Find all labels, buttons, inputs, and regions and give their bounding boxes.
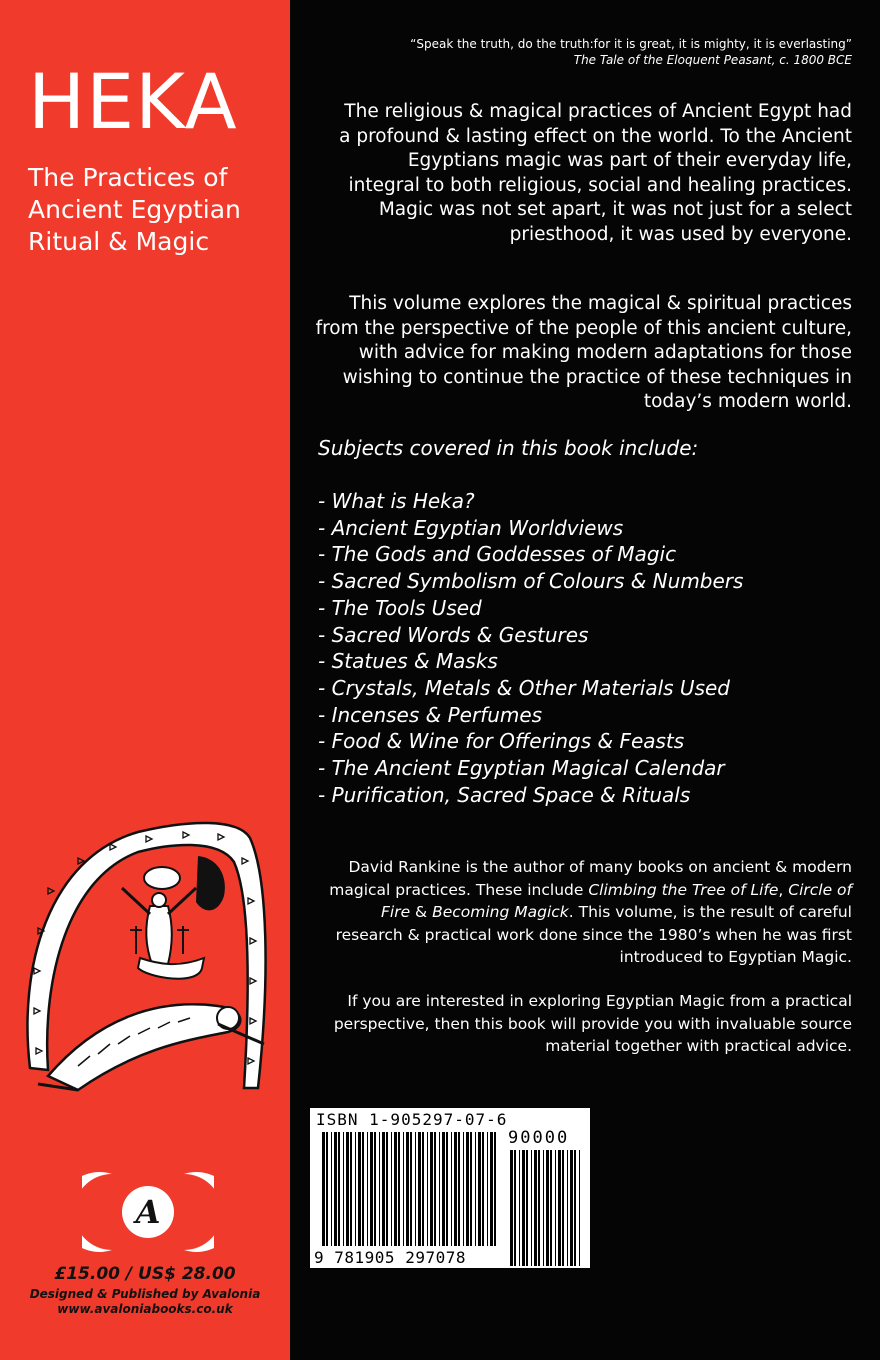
- barcode-bar: [326, 1132, 328, 1246]
- sky-goddess-illustration-icon: [18, 818, 280, 1100]
- barcode-bar: [567, 1150, 568, 1266]
- separator: &: [410, 903, 433, 921]
- subjects-list: [318, 488, 743, 808]
- barcode-bar: [442, 1132, 445, 1246]
- subtitle-line: Ritual & Magic: [28, 227, 210, 256]
- book-title-1: Climbing the Tree of Life: [588, 880, 779, 899]
- barcode-bar: [334, 1132, 337, 1246]
- barcode-bar: [338, 1132, 340, 1246]
- subtitle-line: The Practices of: [28, 163, 228, 192]
- barcode-bar: [558, 1150, 561, 1266]
- barcode-bar: [346, 1132, 349, 1246]
- barcode-bar: [362, 1132, 364, 1246]
- barcode-bar: [478, 1132, 481, 1246]
- publisher-credit: Designed & Published by Avalonia: [29, 1287, 261, 1301]
- interest-paragraph: If you are interested in exploring Egyptian Magic from a practical perspective, then this book will provide you with invaluable source material together with practical advice.: [333, 992, 852, 1055]
- barcode-bar: [391, 1132, 392, 1246]
- list-item: - Purification, Sacred Space & Rituals: [318, 782, 691, 807]
- author-bio-text-2: . This volume, is the result of careful research & practical work done since the 1980’s when he was first introduced to Egyptian Magic.: [335, 903, 852, 966]
- price: £15.00 / US$ 28.00: [54, 1264, 236, 1284]
- barcode-bar: [522, 1150, 525, 1266]
- barcode-bar: [574, 1150, 576, 1266]
- author-bio-text: David Rankine is the author of many books on ancient & modern magical practices. These include: [329, 858, 852, 899]
- list-item: - Crystals, Metals & Other Materials Used: [318, 675, 730, 700]
- barcode-bar: [526, 1150, 528, 1266]
- barcode-bar: [422, 1132, 424, 1246]
- barcode-bar: [394, 1132, 397, 1246]
- barcode-bar: [358, 1132, 361, 1246]
- subjects-heading: Subjects covered in this book include:: [318, 436, 699, 460]
- barcode-bar: [510, 1150, 513, 1266]
- book-title: HEKA: [28, 57, 238, 146]
- barcode-bar: [370, 1132, 373, 1246]
- barcode-bar: [374, 1132, 376, 1246]
- barcode-bar: [355, 1132, 356, 1246]
- barcode-bar: [543, 1150, 544, 1266]
- barcode-bar: [570, 1150, 573, 1266]
- barcode-bar: [410, 1132, 412, 1246]
- separator: ,: [778, 880, 789, 899]
- barcode-bar: [331, 1132, 332, 1246]
- barcode-bar: [367, 1132, 368, 1246]
- epigraph: [410, 36, 852, 68]
- barcode-addon-digits: 90000: [508, 1128, 570, 1148]
- logo-letter: A: [135, 1193, 161, 1231]
- epigraph-text: “Speak the truth, do the truth:for it is great, it is mighty, it is everlasting”: [410, 37, 852, 51]
- subtitle-line: Ancient Egyptian: [28, 195, 241, 224]
- list-item: - Incenses & Perfumes: [318, 702, 543, 727]
- barcode-bar: [350, 1132, 352, 1246]
- barcode-bar: [531, 1150, 532, 1266]
- barcode-bar: [519, 1150, 520, 1266]
- book-subtitle: [28, 162, 278, 258]
- barcode-bar: [458, 1132, 460, 1246]
- barcode-bar: [343, 1132, 344, 1246]
- left-red-panel: [0, 0, 290, 1360]
- volume-paragraph: This volume explores the magical & spiritual practices from the perspective of the people of this ancient culture, with advice for making modern adaptations for those wishing to continue the practice of these techniques in today’s modern world.: [315, 293, 852, 412]
- isbn-text: ISBN 1-905297-07-6: [316, 1110, 508, 1129]
- barcode-bar: [406, 1132, 409, 1246]
- barcode-bar: [427, 1132, 428, 1246]
- barcode-bar: [322, 1132, 325, 1246]
- author-bio: [312, 856, 852, 969]
- intro-paragraph: The religious & magical practices of Ancient Egypt had a profound & lasting effect on the world. To the Ancient Egyptians magic was part of their everyday life, integral to both religious, social and healing practices. Magic was not set apart, it was not just for a select priesthood, it was used by everyone.: [339, 101, 852, 245]
- barcode-bar: [454, 1132, 457, 1246]
- barcode-bar: [439, 1132, 440, 1246]
- barcode-bar: [490, 1132, 493, 1246]
- barcode-bar: [482, 1132, 484, 1246]
- barcode-bar: [514, 1150, 516, 1266]
- barcode-bar: [434, 1132, 436, 1246]
- barcode-bar: [466, 1132, 469, 1246]
- barcode-bar: [386, 1132, 388, 1246]
- barcode-bar: [382, 1132, 385, 1246]
- barcode-bar: [555, 1150, 556, 1266]
- barcode-bar: [415, 1132, 416, 1246]
- barcode-bar: [550, 1150, 552, 1266]
- barcode-bar: [463, 1132, 464, 1246]
- barcode-bar: [546, 1150, 549, 1266]
- list-item: - Sacred Symbolism of Colours & Numbers: [318, 569, 744, 594]
- list-item: - What is Heka?: [318, 489, 475, 513]
- barcode-bar: [470, 1132, 472, 1246]
- list-item: - The Tools Used: [318, 595, 482, 620]
- list-item: - Sacred Words & Gestures: [318, 622, 589, 647]
- avalonia-logo-icon: [82, 1170, 214, 1254]
- barcode-bar: [418, 1132, 421, 1246]
- barcode-bar: [430, 1132, 433, 1246]
- epigraph-source: The Tale of the Eloquent Peasant, c. 1800 BCE: [573, 53, 852, 67]
- list-item: - Ancient Egyptian Worldviews: [318, 515, 624, 540]
- list-item: - Statues & Masks: [318, 649, 498, 674]
- list-item: - The Ancient Egyptian Magical Calendar: [318, 756, 725, 781]
- barcode-bar: [451, 1132, 452, 1246]
- barcode-bar: [446, 1132, 448, 1246]
- barcode-bar: [538, 1150, 540, 1266]
- list-item: - Food & Wine for Offerings & Feasts: [318, 729, 685, 754]
- barcode-bar: [379, 1132, 380, 1246]
- barcode-bar: [494, 1132, 496, 1246]
- barcode-bar: [475, 1132, 476, 1246]
- barcode-bar: [403, 1132, 404, 1246]
- isbn-barcode: [310, 1108, 590, 1268]
- book-title-3: Becoming Magick: [432, 903, 569, 921]
- publisher-website: www.avaloniabooks.co.uk: [57, 1302, 233, 1316]
- barcode-bar: [579, 1150, 580, 1266]
- barcode-digits: 9 781905 297078: [314, 1248, 466, 1267]
- barcode-bar: [398, 1132, 400, 1246]
- barcode-bar: [487, 1132, 488, 1246]
- book-title-2: Circle of Fire: [380, 880, 852, 921]
- barcode-bar: [534, 1150, 537, 1266]
- barcode-bar: [562, 1150, 564, 1266]
- list-item: - The Gods and Goddesses of Magic: [318, 542, 677, 567]
